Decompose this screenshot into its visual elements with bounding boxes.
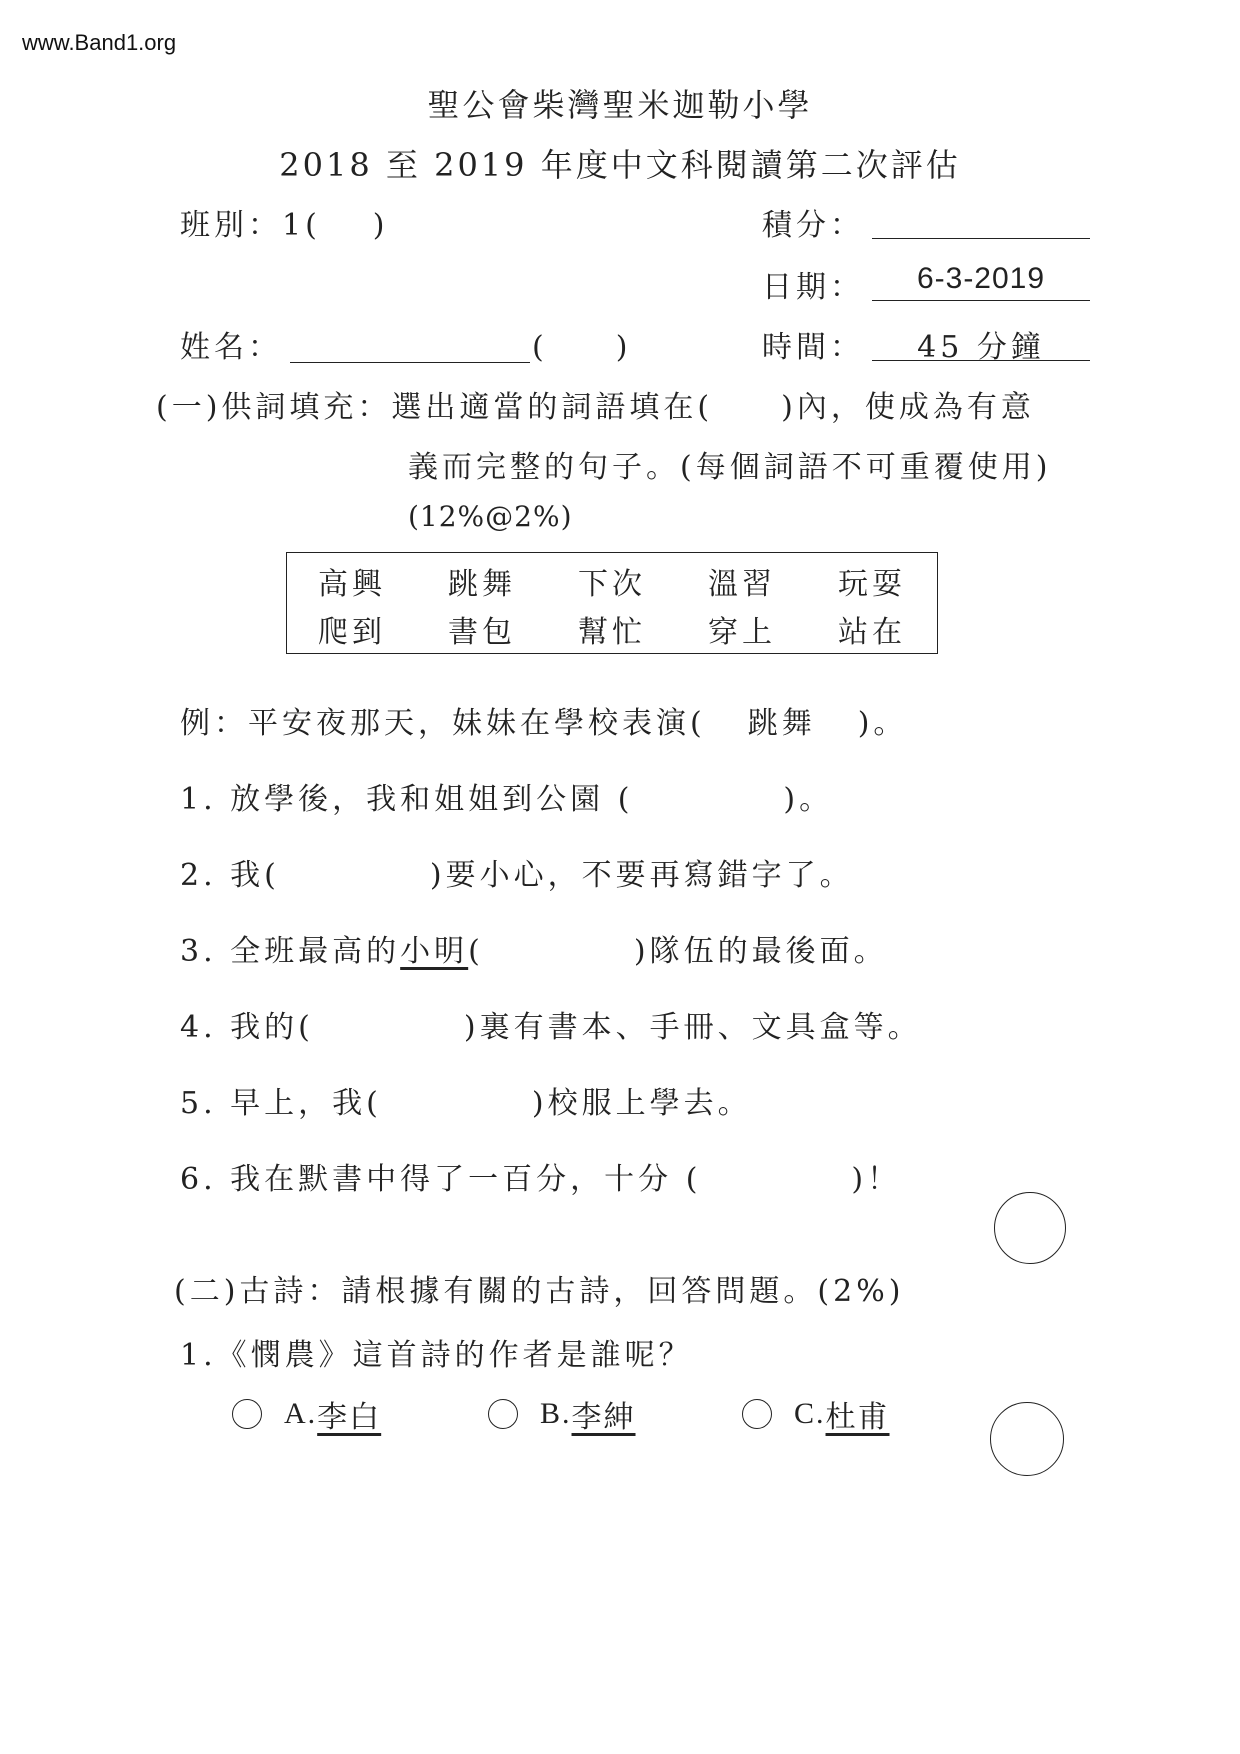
score-circle-section2	[990, 1402, 1064, 1476]
question-text: 3. 全班最高的	[180, 934, 401, 969]
question-text: (	[468, 934, 484, 969]
word: 溫習	[708, 567, 776, 602]
question-text: 1. 放學後，我和姐姐到公園 (	[180, 782, 634, 817]
word: 跳舞	[448, 567, 516, 602]
score-field	[762, 200, 864, 244]
example-sentence	[180, 698, 907, 742]
word-bank	[286, 552, 938, 654]
option-name: 李紳	[571, 1400, 636, 1435]
name-number-paren: ( )	[532, 330, 632, 365]
word: 穿上	[708, 615, 776, 650]
question-text: 2. 我(	[180, 858, 280, 893]
school-name: 聖公會柴灣聖米迦勒小學	[427, 86, 813, 124]
radio-circle-icon[interactable]	[232, 1399, 262, 1429]
example-answer: 跳舞	[747, 706, 816, 741]
example-close: )。	[857, 706, 908, 741]
name-label: 姓名：	[180, 330, 282, 365]
question-text: 5. 早上，我(	[180, 1086, 382, 1121]
name-blank[interactable]	[290, 324, 530, 363]
question-2	[180, 850, 854, 894]
time-label: 時間：	[762, 330, 864, 365]
word-row-1	[287, 559, 937, 603]
word: 爬到	[318, 615, 386, 650]
word: 下次	[578, 567, 646, 602]
underlined-name: 小明	[400, 934, 469, 969]
word-row-2	[287, 607, 937, 651]
date-label: 日期：	[762, 270, 864, 305]
option-b[interactable]	[488, 1392, 636, 1436]
section1-marks: (12%@2%)	[408, 500, 573, 533]
option-letter: B.	[540, 1397, 572, 1430]
score-circle-section1	[994, 1192, 1066, 1264]
question-text: 6. 我在默書中得了一百分，十分 (	[180, 1162, 702, 1197]
class-field	[180, 200, 389, 244]
word: 高興	[318, 567, 386, 602]
question-text: )裏有書本、手冊、文具盒等。	[463, 1010, 922, 1045]
score-blank[interactable]	[872, 202, 1090, 239]
section1-heading: (一)供詞填充：選出適當的詞語填在( )內，使成為有意	[156, 390, 1035, 425]
word: 站在	[838, 615, 906, 650]
option-a[interactable]	[232, 1392, 381, 1436]
section2-question-1: 1.《憫農》這首詩的作者是誰呢？	[180, 1338, 693, 1373]
class-label: 班別：1(	[180, 208, 321, 243]
section1-heading-cont: 義而完整的句子。(每個詞語不可重覆使用)	[408, 450, 1052, 485]
section2-heading: (二)古詩：請根據有關的古詩，回答問題。(2%)	[174, 1274, 905, 1309]
radio-circle-icon[interactable]	[742, 1399, 772, 1429]
time-value: 45 分鐘	[872, 322, 1090, 361]
date-value: 6-3-2019	[872, 262, 1090, 301]
option-letter: C.	[794, 1397, 826, 1430]
question-text: 4. 我的(	[180, 1010, 314, 1045]
option-letter: A.	[284, 1397, 318, 1430]
radio-circle-icon[interactable]	[488, 1399, 518, 1429]
word: 幫忙	[578, 615, 646, 650]
option-c[interactable]	[742, 1392, 890, 1436]
word: 書包	[448, 615, 516, 650]
option-name: 李白	[317, 1400, 382, 1435]
question-1	[180, 774, 833, 818]
option-name: 杜甫	[825, 1400, 890, 1435]
question-6	[180, 1154, 901, 1198]
class-close: )	[372, 208, 389, 243]
question-text: )。	[783, 782, 834, 817]
example-text: 例：平安夜那天，妹妹在學校表演(	[180, 706, 706, 741]
question-3	[180, 926, 888, 970]
question-text: )！	[851, 1162, 902, 1197]
question-4	[180, 1002, 922, 1046]
question-5	[180, 1078, 752, 1122]
question-text: )隊伍的最後面。	[633, 934, 888, 969]
question-text: )校服上學去。	[531, 1086, 752, 1121]
exam-title: 2018 至 2019 年度中文科閱讀第二次評估	[279, 146, 961, 184]
score-label: 積分：	[762, 208, 864, 243]
site-watermark: www.Band1.org	[22, 30, 177, 55]
question-text: )要小心，不要再寫錯字了。	[429, 858, 854, 893]
word: 玩耍	[838, 567, 906, 602]
